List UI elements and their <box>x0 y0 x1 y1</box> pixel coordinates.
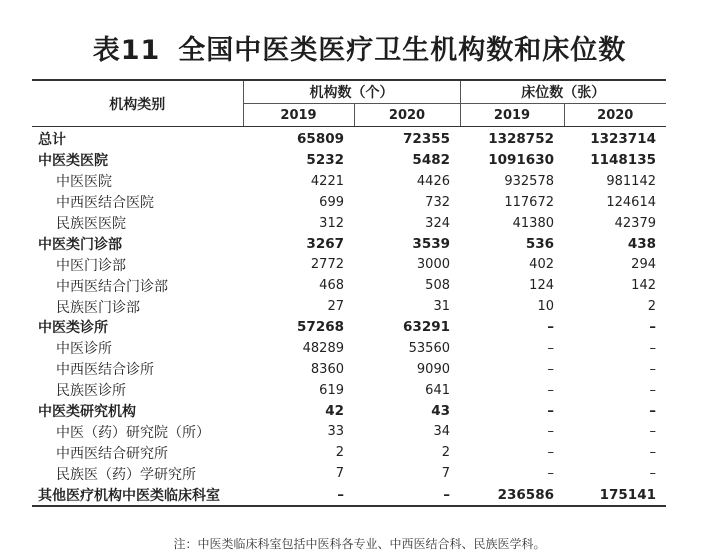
row-label: 中医医院 <box>56 174 112 191</box>
cell-beds-2019: 236586 <box>460 484 564 506</box>
cell-institutions-2020: – <box>354 484 460 506</box>
cell-institutions-2019: 699 <box>319 194 344 210</box>
cell-institutions-2019: 619 <box>319 382 344 398</box>
row-label: 其他医疗机构中医类临床科室 <box>32 484 243 506</box>
cell-beds-2019: – <box>547 382 554 398</box>
cell-beds-2019: 124 <box>529 278 554 294</box>
cell-institutions-2019: 48289 <box>302 340 344 356</box>
table-row <box>32 192 666 213</box>
table-row <box>32 213 666 234</box>
cell-beds-2020: 2 <box>647 299 656 315</box>
cell-institutions-2019: 42 <box>325 403 344 420</box>
cell-institutions-2020: 53560 <box>408 340 450 356</box>
table-row <box>32 171 666 192</box>
footnote: 注：中医类临床科室包括中医科各专业、中西医结合科、民族医学科。 <box>173 537 546 551</box>
row-label: 民族医医院 <box>56 216 126 232</box>
cell-institutions-2020: 43 <box>431 403 450 420</box>
cell-institutions-2020: 31 <box>433 299 450 315</box>
table-row <box>32 254 666 275</box>
row-label: 中医门诊部 <box>56 257 126 274</box>
cell-beds-2019: – <box>547 466 554 482</box>
cell-institutions-2019: 4221 <box>310 173 344 189</box>
cell-institutions-2020: 3000 <box>416 257 450 273</box>
cell-beds-2020: – <box>649 319 656 336</box>
table-row <box>32 296 666 317</box>
cell-beds-2020: 124614 <box>606 194 656 210</box>
cell-institutions-2020: 34 <box>433 424 450 440</box>
cell-institutions-2020: 324 <box>425 215 450 231</box>
cell-beds-2020: – <box>649 361 656 377</box>
header-year: 2019 <box>460 104 564 127</box>
row-label: 中医（药）研究院（所） <box>56 424 210 441</box>
row-label: 中西医结合诊所 <box>56 362 154 379</box>
cell-beds-2019: – <box>547 340 554 356</box>
cell-beds-2019: – <box>547 403 554 420</box>
cell-beds-2019: – <box>547 424 554 440</box>
row-label: 中医类医院 <box>38 153 108 170</box>
header-institutions: 机构数（个） <box>243 80 460 104</box>
data-table <box>32 79 666 507</box>
cell-institutions-2020: 4426 <box>416 173 450 189</box>
cell-beds-2020: 438 <box>627 235 656 252</box>
table-row <box>32 275 666 296</box>
cell-institutions-2019: 65809 <box>297 131 344 148</box>
cell-beds-2020: – <box>649 466 656 482</box>
cell-beds-2019: 1091630 <box>488 152 554 169</box>
row-label: 中西医结合研究所 <box>56 445 168 462</box>
row-label: 中西医结合医院 <box>56 195 154 212</box>
cell-beds-2020: 1323714 <box>590 131 656 148</box>
row-label: 中医类门诊部 <box>38 236 122 253</box>
table-row <box>32 484 666 506</box>
cell-beds-2020: 175141 <box>564 484 666 506</box>
cell-institutions-2019: 3267 <box>306 235 344 252</box>
cell-institutions-2020: 72355 <box>403 131 450 148</box>
cell-institutions-2020: 732 <box>425 194 450 210</box>
row-label: 中医类研究机构 <box>38 404 136 421</box>
cell-beds-2020: 1148135 <box>590 152 656 169</box>
cell-beds-2020: – <box>649 403 656 420</box>
table-row <box>32 338 666 359</box>
cell-beds-2019: – <box>547 319 554 336</box>
cell-institutions-2020: 3539 <box>412 235 450 252</box>
table-title: 全国中医类医疗卫生机构数和床位数 <box>178 35 627 66</box>
row-label: 中医类诊所 <box>38 320 108 337</box>
cell-beds-2019: 10 <box>537 299 554 315</box>
cell-beds-2019: 402 <box>529 257 554 273</box>
cell-beds-2020: – <box>649 445 656 461</box>
table-row <box>32 442 666 463</box>
cell-beds-2020: 294 <box>631 257 656 273</box>
row-label: 总计 <box>38 132 66 149</box>
table-row <box>32 317 666 338</box>
cell-institutions-2019: – <box>243 484 354 506</box>
table-body <box>32 127 666 507</box>
table-row <box>32 127 666 150</box>
row-label: 中医诊所 <box>56 341 112 358</box>
cell-institutions-2020: 641 <box>425 382 450 398</box>
cell-beds-2019: – <box>547 361 554 377</box>
row-label: 民族医门诊部 <box>56 299 140 316</box>
cell-institutions-2020: 63291 <box>403 319 450 336</box>
table-row <box>32 150 666 171</box>
cell-institutions-2020: 5482 <box>412 152 450 169</box>
table-row <box>32 401 666 422</box>
cell-institutions-2020: 9090 <box>416 361 450 377</box>
table-header <box>32 80 666 127</box>
table-row <box>32 380 666 401</box>
cell-beds-2020: – <box>649 340 656 356</box>
table-number: 表11 <box>92 35 161 66</box>
cell-institutions-2019: 5232 <box>306 152 344 169</box>
cell-beds-2019: – <box>547 445 554 461</box>
cell-institutions-2019: 33 <box>327 424 344 440</box>
cell-beds-2019: 536 <box>525 235 554 252</box>
header-beds: 床位数（张） <box>460 80 666 104</box>
cell-institutions-2019: 312 <box>319 215 344 231</box>
header-year: 2020 <box>564 104 666 127</box>
cell-beds-2019: 41380 <box>512 215 554 231</box>
cell-institutions-2019: 27 <box>327 299 344 315</box>
row-label: 中西医结合门诊部 <box>56 278 168 295</box>
cell-beds-2019: 932578 <box>504 173 554 189</box>
page-title <box>0 28 719 67</box>
table-row <box>32 463 666 484</box>
row-label: 民族医（药）学研究所 <box>56 466 196 483</box>
table-row <box>32 359 666 380</box>
cell-beds-2020: 142 <box>631 278 656 294</box>
cell-beds-2020: 42379 <box>614 215 656 231</box>
cell-beds-2019: 1328752 <box>488 131 554 148</box>
cell-institutions-2019: 7 <box>335 466 344 482</box>
header-year: 2020 <box>354 104 460 127</box>
cell-institutions-2020: 2 <box>441 445 450 461</box>
cell-beds-2020: – <box>649 382 656 398</box>
cell-beds-2020: 981142 <box>606 173 656 189</box>
table-row <box>32 233 666 254</box>
row-label: 民族医诊所 <box>56 383 126 400</box>
cell-institutions-2019: 57268 <box>297 319 344 336</box>
cell-institutions-2020: 7 <box>441 466 450 482</box>
cell-institutions-2019: 2 <box>335 445 344 461</box>
cell-beds-2019: 117672 <box>504 194 554 210</box>
cell-beds-2020: – <box>649 424 656 440</box>
cell-institutions-2019: 468 <box>319 278 344 294</box>
header-category: 机构类别 <box>32 80 243 127</box>
cell-institutions-2020: 508 <box>425 278 450 294</box>
table-row <box>32 421 666 442</box>
header-year: 2019 <box>243 104 354 127</box>
cell-institutions-2019: 8360 <box>310 361 344 377</box>
cell-institutions-2019: 2772 <box>310 257 344 273</box>
